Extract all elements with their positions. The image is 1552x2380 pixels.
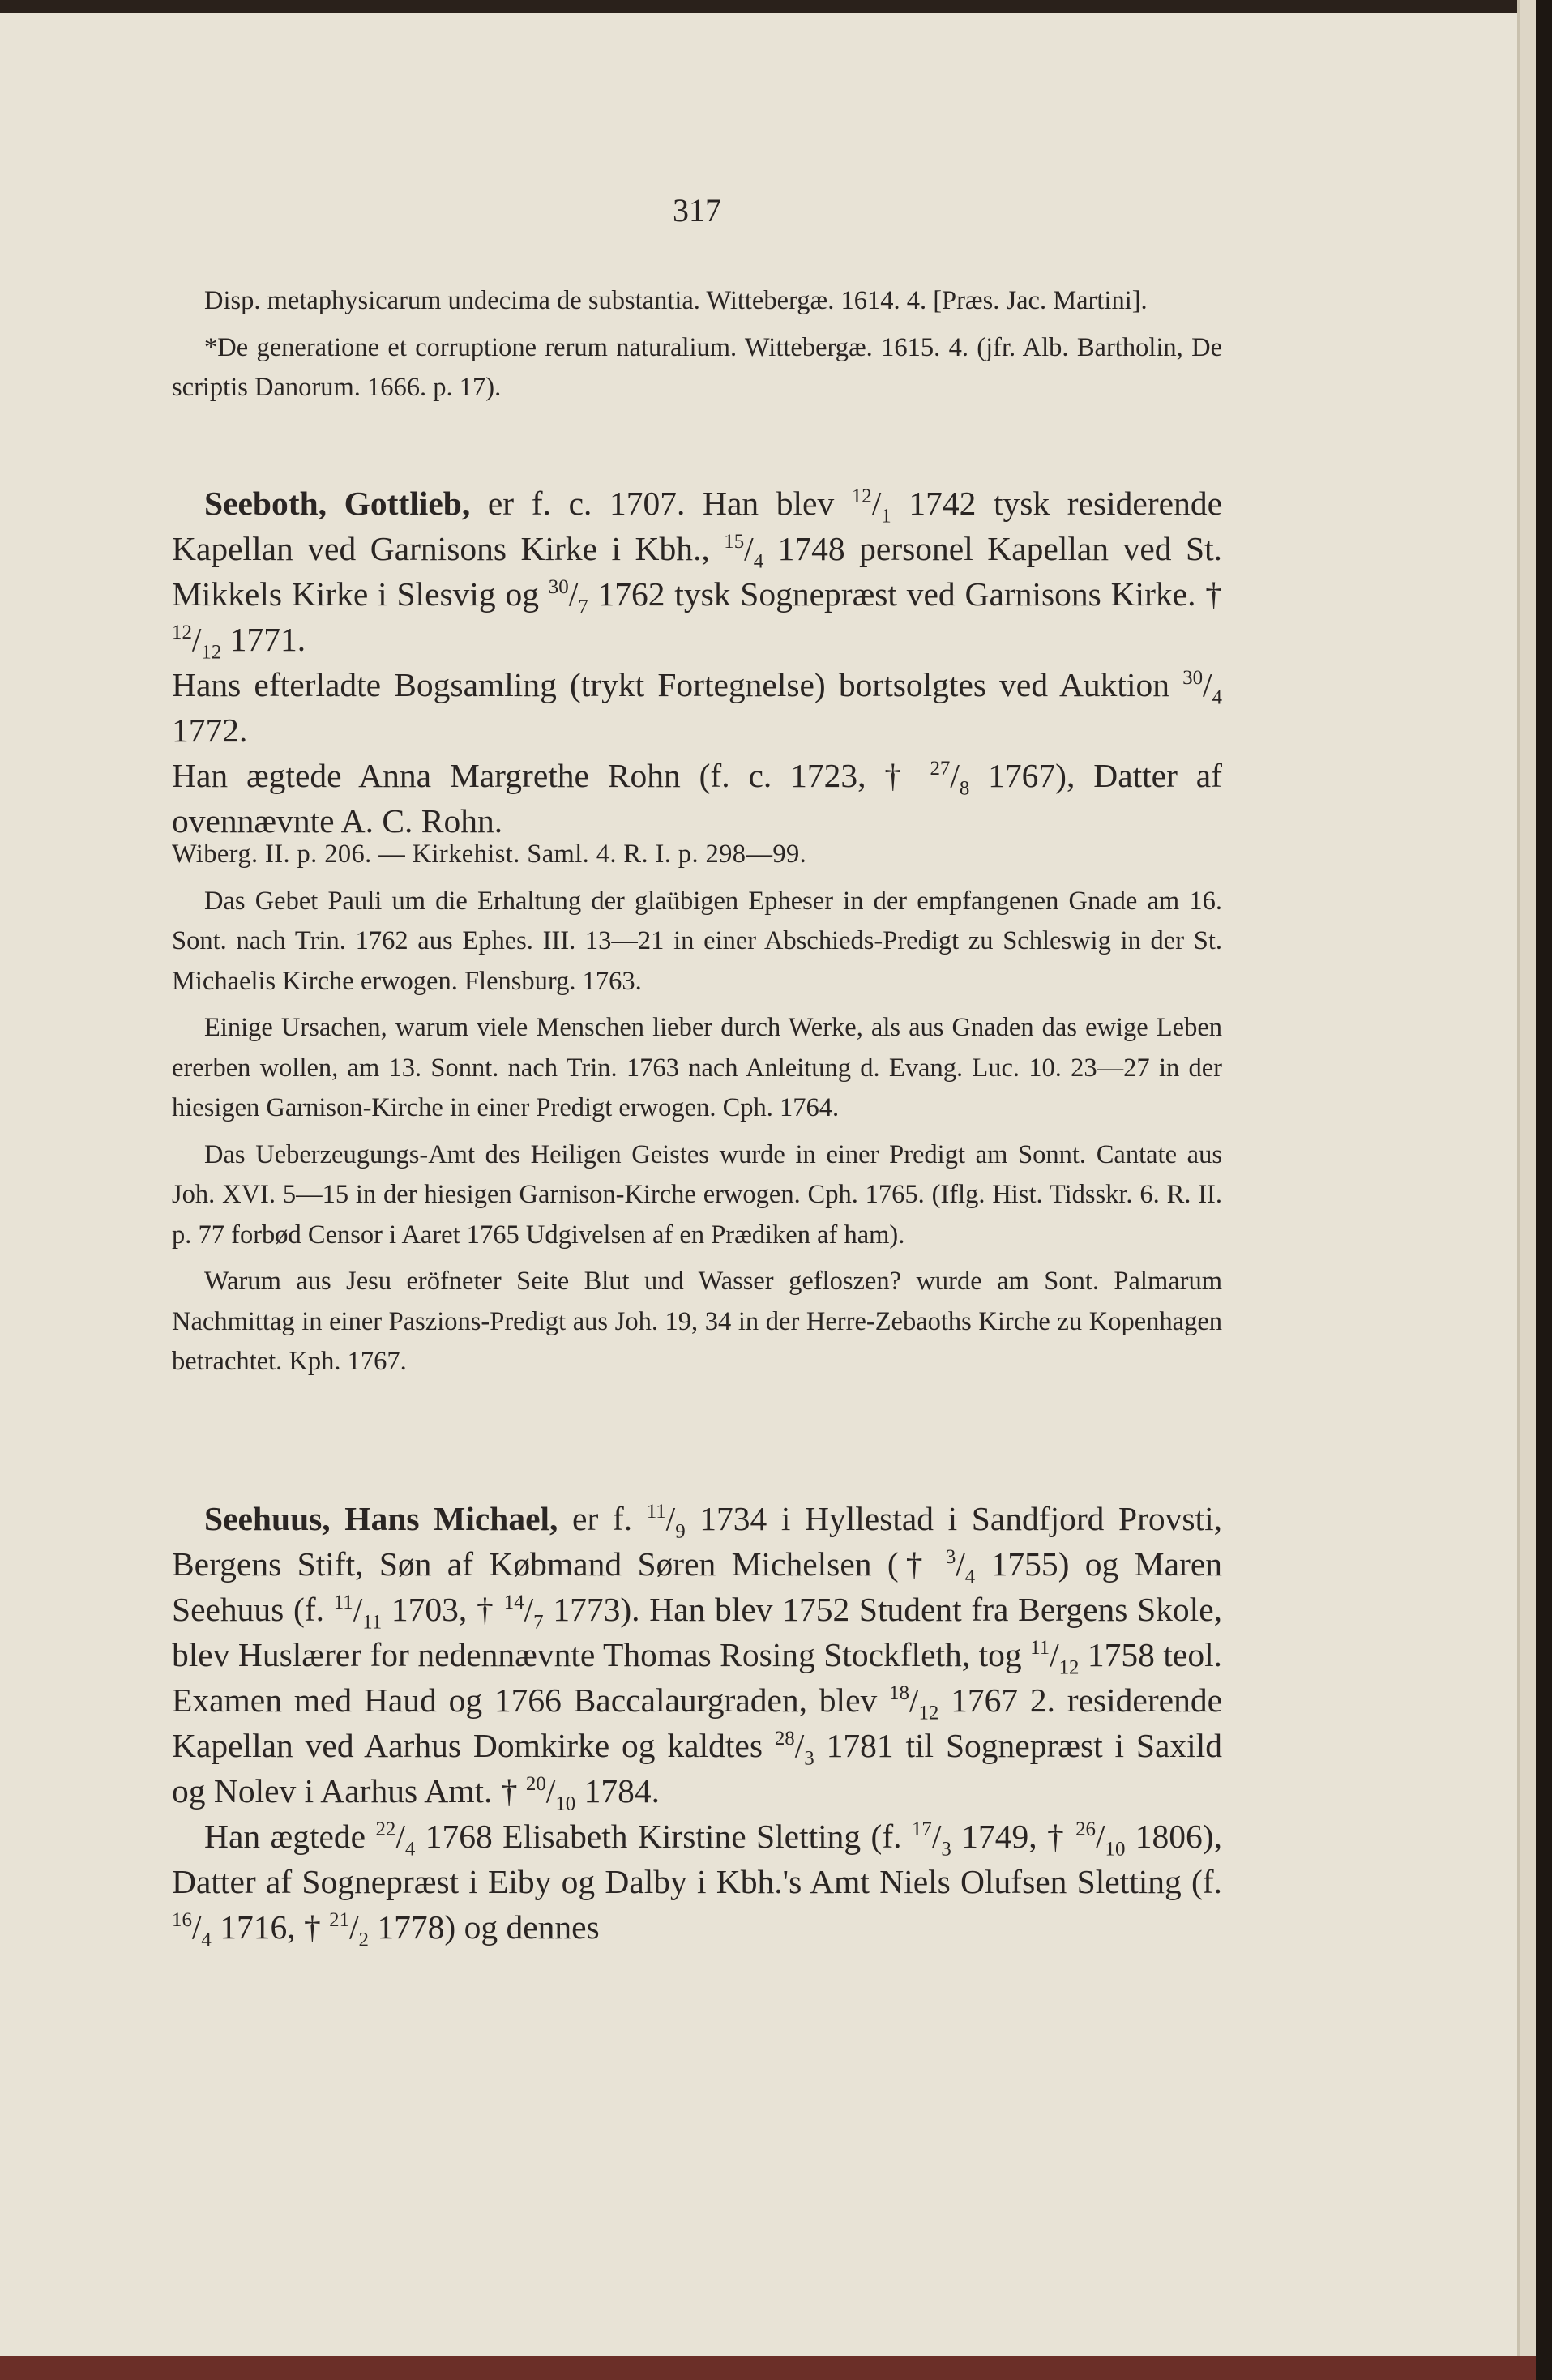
seehuus-entry	[172, 1496, 1222, 1950]
seeboth-entry	[172, 481, 1222, 844]
seeboth-work-3: Das Ueberzeugungs-Amt des Heiligen Geistes wurde in einer Predigt am Sonnt. Cantate aus Joh. XVI. 5—15 in der hiesigen Garnison-Kirche erwogen. Cph. 1765. (Iflg. Hist. Tidsskr. 6. R. II. p. 77 forbød Censor i Aaret 1765 Udgivelsen af en Prædiken af ham).	[172, 1139, 1222, 1250]
seeboth-work-1: Das Gebet Pauli um die Erhaltung der glaübigen Epheser in der empfangenen Gnade am 16. Sont. nach Trin. 1762 aus Ephes. III. 13—21 in einer Abschieds-Predigt zu Schleswig in der St. Michaelis Kirche erwogen. Flensburg. 1763.	[172, 886, 1222, 996]
seehuus-name: Seehuus, Hans Michael,	[204, 1500, 558, 1537]
seeboth-work-2: Einige Ursachen, warum viele Menschen lieber durch Werke, als aus Gnaden das ewige Leben ererben wollen, am 13. Sonnt. nach Trin. 1763 nach Anleitung d. Evang. Luc. 10. 23—27 in der hiesigen Garnison-Kirche in einer Predigt erwogen. Cph. 1764.	[172, 1013, 1222, 1122]
page-edge	[1517, 0, 1536, 2380]
top-entry-2: *De generatione et corruptione rerum naturalium. Wittebergæ. 1615. 4. (jfr. Alb. Bartholin, De scriptis Danorum. 1666. p. 17).	[172, 332, 1222, 402]
seehuus-marriage: Han ægtede $^{22}/_4$ 1768 Elisabeth Kirstine Sletting (f. $^{17}/_3$ 1749, † $^{26}/_{10}$ 1806), Datter af Sognepræst i Eiby og Dalby i Kbh.'s Amt Niels Olufsen Sletting (f. $^{16}/_4$ 1716, † $^{21}/_2$ 1778) og dennes	[172, 1818, 1223, 1951]
seeboth-name: Seeboth, Gottlieb,	[204, 485, 471, 522]
seeboth-sources	[172, 835, 1222, 1382]
page-number: 317	[673, 192, 721, 229]
seeboth-bio: Seeboth, Gottlieb, er f. c. 1707. Han blev $^{12}/_1$ 1742 tysk residerende Kapellan ved Garnisons Kirke i Kbh., $^{15}/_4$ 1748 personel Kapellan ved St. Mikkels Kirke i Slesvig og $^{30}/_7$ 1762 tysk Sognepræst ved Garnisons Kirke. † $^{12}/_{12}$ 1771.	[172, 485, 1222, 664]
seeboth-marriage: Han ægtede Anna Margrethe Rohn (f. c. 1723, † $^{27}/_8$ 1767), Datter af ovennævnte A. C. Rohn.	[172, 757, 1223, 840]
seeboth-references: Wiberg. II. p. 206. — Kirkehist. Saml. 4. R. I. p. 298—99.	[172, 840, 807, 869]
top-entries	[172, 281, 1222, 408]
seehuus-bio: Seehuus, Hans Michael, er f. $^{11}/_9$ 1734 i Hyllestad i Sandfjord Provsti, Bergens Stift, Søn af Købmand Søren Michelsen († $^3/_4$ 1755) og Maren Seehuus (f. $^{11}/_{11}$ 1703, † $^{14}/_7$ 1773). Han blev 1752 Student fra Bergens Skole, blev Huslærer for nedennævnte Thomas Rosing Stockfleth, tog $^{11}/_{12}$ 1758 teol. Examen med Haud og 1766 Baccalaurgraden, blev $^{18}/_{12}$ 1767 2. residerende Kapellan ved Aarhus Domkirke og kaldtes $^{28}/_3$ 1781 til Sognepræst i Saxild og Nolev i Aarhus Amt. † $^{20}/_{10}$ 1784.	[172, 1500, 1223, 1815]
seeboth-library: Hans efterladte Bogsamling (trykt Fortegnelse) bortsolgtes ved Auktion $^{30}/_4$ 1772.	[172, 666, 1222, 749]
scan-bottom-edge	[0, 2356, 1536, 2380]
scan-top-edge	[0, 0, 1536, 13]
top-entry-1: Disp. metaphysicarum undecima de substantia. Wittebergæ. 1614. 4. [Præs. Jac. Martini].	[204, 286, 1148, 315]
seeboth-work-4: Warum aus Jesu eröfneter Seite Blut und Wasser gefloszen? wurde am Sont. Palmarum Nachmittag in einer Paszions-Predigt aus Joh. 19, 34 in der Herre-Zebaoths Kirche zu Kopenhagen betrachtet. Kph. 1767.	[172, 1267, 1222, 1376]
